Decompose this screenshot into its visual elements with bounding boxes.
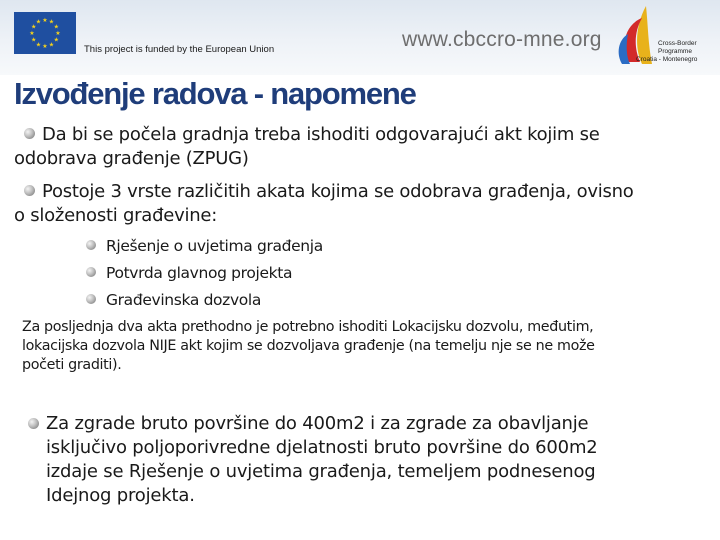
- eu-star-icon: ★: [42, 17, 48, 24]
- eu-star-icon: ★: [31, 36, 37, 44]
- note-paragraph: [22, 318, 712, 375]
- final-bullet-line: izdaje se Rješenje o uvjetima građenja, temeljem podnesenog: [46, 461, 596, 482]
- final-bullet-line: Idejnog projekta.: [46, 485, 195, 506]
- eu-star-icon: ★: [53, 23, 59, 31]
- eu-star-icon: ★: [48, 18, 55, 26]
- eu-star-icon: ★: [42, 43, 48, 50]
- eu-star-icon: ★: [35, 41, 42, 49]
- page-title: Izvođenje radova - napomene: [14, 76, 416, 111]
- programme-logo-line: Croatia - Montenegro: [636, 56, 698, 63]
- programme-logo-line: Cross-Border: [658, 40, 697, 47]
- eu-star-icon: ★: [31, 23, 37, 31]
- note-line: lokacijska dozvola NIJE akt kojim se dozvoljava građenje (na temelju nje se ne može: [22, 338, 595, 354]
- eu-star-icon: ★: [48, 41, 55, 49]
- sub-bullet-item: [86, 263, 292, 283]
- website-url[interactable]: www.cbccro-mne.org: [402, 28, 602, 51]
- final-bullet-line: Za zgrade bruto površine do 400m2 i za zgrade za obavljanje: [46, 413, 589, 434]
- bullet-icon: [24, 128, 35, 139]
- programme-logo-line: Programme: [658, 48, 692, 55]
- sub-bullet-text: Građevinska dozvola: [106, 291, 262, 309]
- bullet-icon: [24, 185, 35, 196]
- bullet-icon: [86, 294, 96, 304]
- eu-star-icon: ★: [55, 30, 61, 37]
- sub-bullet-item: [86, 236, 323, 256]
- final-bullet-line: isključivo poljoporivredne djelatnosti bruto površine do 600m2: [46, 437, 598, 458]
- sub-bullet-text: Rješenje o uvjetima građenja: [106, 237, 323, 255]
- sub-bullet-text: Potvrda glavnog projekta: [106, 264, 293, 282]
- programme-logo-text: [636, 40, 718, 64]
- bullet-text: Da bi se počela gradnja treba ishoditi odgovarajući akt kojim se: [42, 124, 600, 145]
- note-line: početi graditi).: [22, 357, 122, 373]
- bullet-item: [14, 180, 712, 228]
- eu-star-icon: ★: [29, 30, 35, 37]
- bullet-item: [14, 123, 712, 171]
- eu-flag-icon: [14, 12, 76, 54]
- bullet-text-cont: o složenosti građevine:: [14, 205, 218, 226]
- sub-bullet-item: [86, 290, 261, 310]
- final-bullet-text: [46, 412, 696, 508]
- eu-star-icon: ★: [35, 18, 42, 26]
- bullet-icon: [86, 240, 96, 250]
- eu-funding-caption: This project is funded by the European Union: [84, 44, 275, 55]
- note-line: Za posljednja dva akta prethodno je potrebno ishoditi Lokacijsku dozvolu, međutim,: [22, 319, 594, 335]
- bullet-text-cont: odobrava građenje (ZPUG): [14, 148, 249, 169]
- bullet-icon: [28, 418, 39, 429]
- bullet-text: Postoje 3 vrste različitih akata kojima se odobrava građenja, ovisno: [42, 181, 634, 202]
- eu-star-icon: ★: [53, 36, 59, 44]
- bullet-icon: [86, 267, 96, 277]
